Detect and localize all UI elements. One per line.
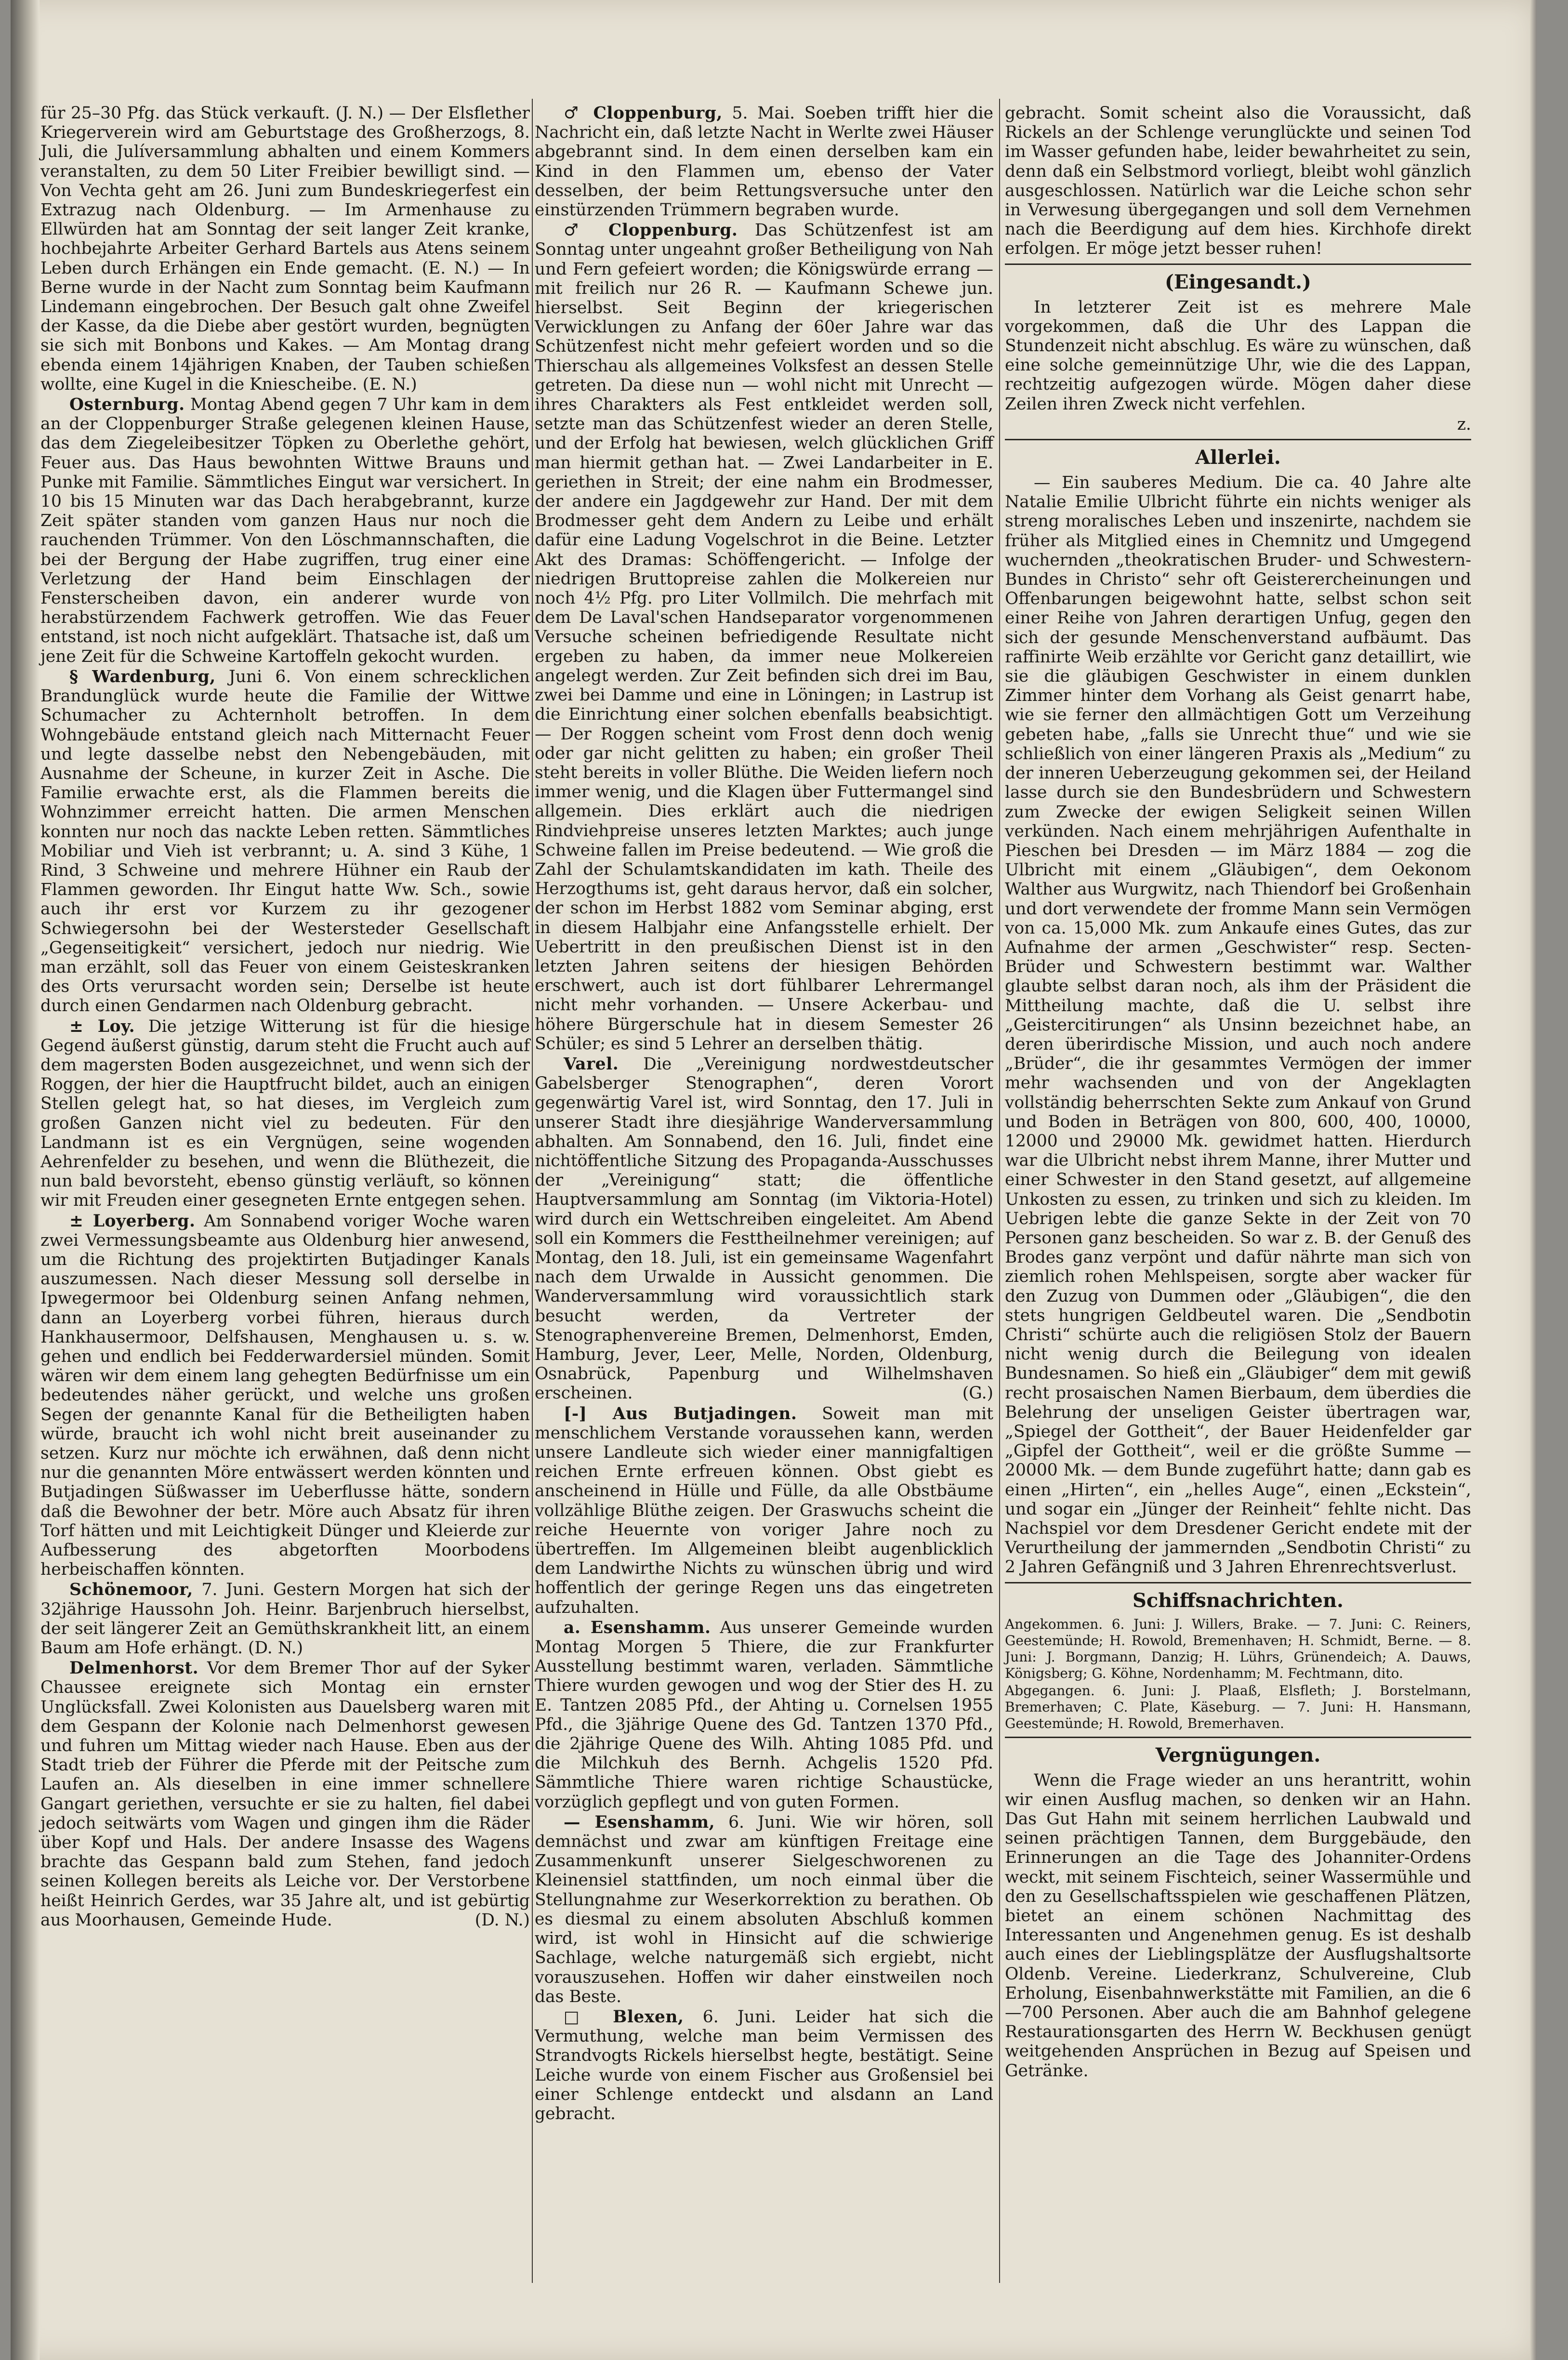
news-text: 6. Juni. Leider hat sich die Vermuthung, welche man beim Vermissen des Strandvogts Rickels hierselbst hegte, bestätigt. Seine Leiche wurde von einem Fischer aus Großensiel bei einer Schlenge entdeckt und alsdann an Land gebracht. bbox=[535, 2007, 993, 2123]
news-text: Das Schützenfest ist am Sonntag unter ungeahnt großer Betheiligung von Nah und Fern gefeiert worden; die Königswürde errang — mit freilich nur 26 R. — Kaufmann Schewe jun. hierselbst. Seit Beginn der kriegerischen Verwicklungen zu Anfang der 60er Jahre war das Schützenfest nicht mehr gefeiert worden und so die Thierschau als allgemeines Volksfest an dessen Stelle getreten. Da diese nun — wohl nicht mit Unrecht — ihres Charakters als Fest entkleidet werden soll, setzte man das Schützenfest wieder an deren Stelle, und der Erfolg hat bewiesen, welch glücklichen Griff man hiermit gethan hat. — Zwei Landarbeiter in E. geriethen in Streit; der eine nahm ein Brodmesser, der andere ein Jagdgewehr zur Hand. Der mit dem Brodmesser geht dem Andern zu Leibe und erhält dafür eine Ladung Vogelschrot in die Beine. Letzter Akt des Dramas: Schöffengericht. — Infolge der niedrigen Bruttopreise zahlen die Molkereien nur noch 4½ Pfg. pro Liter Vollmilch. Die mehrfach mit dem De Laval'schen Handseparator vorgenommenen Versuche scheinen befriedigende Resultate nicht ergeben zu haben, da immer neue Molkereien angelegt werden. Zur Zeit befinden sich drei im Bau, zwei bei Damme und eine in Löningen; in Lastrup ist die Einrichtung einer solchen ebenfalls beabsichtigt. — Der Roggen scheint vom Frost denn doch wenig oder gar nicht gelitten zu haben; ein großer Theil steht bereits in voller Blüthe. Die Weiden liefern noch immer wenig, und die Klagen über Futtermangel sind allgemein. Dies erklärt auch die niedrigen Rindviehpreise unseres letzten Marktes; auch junge Schweine fallen im Preise bedeutend. — Wie groß die Zahl der Schulamtskandidaten im kath. Theile des Herzogthums ist, geht daraus hervor, daß ein solcher, der schon im Herbst 1882 vom Seminar abging, erst in diesem Halbjahr eine Anfangsstelle erhielt. Der Uebertritt in den preußischen Dienst ist in den letzten Jahren seitens der hiesigen Behörden erschwert, auch ist dort fühlbarer Lehrermangel nicht mehr vorhanden. — Unsere Ackerbau- und höhere Bürgerschule hat in diesem Semester 26 Schüler; es sind 5 Lehrer an derselben thätig. bbox=[535, 221, 994, 1054]
ship-departures: Abgegangen. 6. Juni: J. Plaaß, Elsfleth; J. Borstelmann, Bremerhaven; C. Plate, Käseburg. — 7. Juni: H. Hansmann, Geestemünde; H. Rowold, Bremerhaven. bbox=[1005, 1682, 1471, 1731]
page-edge bbox=[1530, 0, 1537, 2360]
news-item bbox=[535, 221, 993, 1054]
page-fold bbox=[11, 0, 40, 2360]
dateline: — Esenshamm, bbox=[564, 1812, 715, 1832]
news-text: Aus unserer Gemeinde wurden Montag Morgen 5 Thiere, die zur Frankfurter Ausstellung bestimmt waren, verladen. Sämmtliche Thiere wurden gewogen und wog der Stier des H. zu E. Tantzen 2085 Pfd., der Ahting u. Cornelsen 1955 Pfd., die 3jährige Quene des Gd. Tantzen 1370 Pfd., die 2jährige Quene des Wilh. Ahting 1085 Pfd. und die Milchkuh des Bernh. Achgelis 1520 Pfd. Sämmtliche Thiere waren richtige Schaustücke, vorzüglich gepflegt und von guten Formen. bbox=[535, 1618, 993, 1812]
section-title-vergnuegungen: Vergnügungen. bbox=[1155, 1743, 1321, 1767]
news-item bbox=[40, 1659, 530, 1930]
section-title-schiffsnachrichten: Schiffsnachrichten. bbox=[1133, 1589, 1344, 1612]
article-text: Wenn die Frage wieder an uns herantritt, wohin wir einen Ausflug machen, so denken wir an Hahn. Das Gut Hahn mit seinem herrlichen Laubwald und seinen prächtigen Tannen, dem Burggebäude, den Erinnerungen an die Tage des Johanniter-Ordens weckt, mit seinem Fischteich, seiner Wassermühle und den zu Gesellschaftsspielen wie geschaffenen Plätzen, bietet an einem schönen Nachmittag des Interessanten und Angenehmen genug. Es ist deshalb auch eines der Lieblingsplätze der Ausflugshaltsorte Oldenb. Vereine. Liederkranz, Schulvereine, Club Erholung, Eisenbahnwerkstätte mit Familien, an die 6—700 Personen. Aber auch die am Bahnhof gelegene Restaurationsgarten des Herrn W. Beckhusen genügt weitgehenden Ansprüchen in Bezug auf Speisen und Getränke. bbox=[1005, 1770, 1471, 2081]
dateline: ♂ Cloppenburg. bbox=[564, 221, 738, 240]
divider bbox=[1005, 1737, 1471, 1738]
news-item bbox=[40, 395, 530, 666]
column-3 bbox=[1005, 104, 1471, 2293]
news-text: 7. Juni. Gestern Morgen hat sich der 32jährige Haussohn Joh. Heinr. Barjenbruch hierselbst, der seit längerer Zeit an Gemüthskrankheit litt, an einem Baum am Hofe erhängt. (D. N.) bbox=[40, 1580, 530, 1658]
dateline: Varel. bbox=[564, 1054, 619, 1074]
column-2 bbox=[535, 104, 993, 2293]
dateline: a. Esenshamm. bbox=[564, 1618, 711, 1637]
newspaper-page bbox=[11, 0, 1537, 2360]
dateline: [-] Aus Butjadingen. bbox=[564, 1404, 797, 1424]
news-item bbox=[40, 104, 530, 394]
news-text: 5. Mai. Soeben trifft hier die Nachricht ein, daß letzte Nacht in Werlte zwei Häuser abgebrannt sind. In dem einen derselben kam ein Kind in den Flammen um, ebenso der Vater desselben, der beim Rettungsversuche unter den einstürzenden Trümmern begraben wurde. bbox=[535, 104, 994, 220]
article-signature: z. bbox=[1457, 414, 1471, 434]
divider bbox=[1005, 264, 1471, 265]
news-item bbox=[535, 1813, 993, 2006]
dateline: Schönemoor, bbox=[69, 1580, 193, 1600]
news-text: Juni 6. Von einem schrecklichen Brandunglück wurde heute die Familie der Wittwe Schumacher zu Achternholt betroffen. In dem Wohngebäude entstand gleich nach Mitternacht Feuer und legte dasselbe nebst den Nebengebäuden, mit Ausnahme der Scheune, in kurzer Zeit in Asche. Die Familie erwachte erst, als die Flammen bereits die Wohnzimmer erreicht hatten. Die armen Menschen konnten nur noch das nackte Leben retten. Sämmtliches Mobiliar und Vieh ist verbrannt; u. A. sind 3 Kühe, 1 Rind, 3 Schweine und mehrere Hühner ein Raub der Flammen geworden. Ihr Eingut hatte Ww. Sch., sowie auch ihr erst vor Kurzem zu ihr gezogener Schwiegersohn bei der Westersteder Gesellschaft „Gegenseitigkeit“ versichert, jedoch nur niedrig. Wie man erzählt, soll das Feuer von einem Geisteskranken des Orts verursacht worden sein; Derselbe ist heute durch einen Gendarmen nach Oldenburg gebracht. bbox=[40, 667, 530, 1016]
article-text: — Ein sauberes Medium. Die ca. 40 Jahre alte Natalie Emilie Ulbricht führte ein nichts weniger als streng moralisches Leben und inszenirte, nachdem sie früher als Mitglied eines in Chemnitz und Umgegend wuchernden „theokratischen Bruder- und Schwestern-Bundes in Christo“ sehr oft Geisterercheinungen und Offenbarungen beigewohnt hatte, selbst schon seit einer Reihe von Jahren derartigen Unfug, gegen den sich der gesunde Menschenverstand aufbäumt. Das raffinirte Weib erzählte vor Gericht ganz detaillirt, wie sie die gläubigen Geschwister in einem dunklen Zimmer hinter dem Vorhang als Geist genarrt habe, wie sie ferner den allmächtigen Gott um Verzeihung gebeten habe, „falls sie Unrecht thue“ und wie sie schließlich von einer längeren Praxis als „Medium“ zu der inneren Ueberzeugung gekommen sei, der Heiland lasse durch sie den Bundesbrüdern und Schwestern zum Zwecke der ewigen Seligkeit seinen Willen verkünden. Nach einem mehrjährigen Aufenthalte in Pieschen bei Dresden — im März 1884 — zog die Ulbricht mit einem „Gläubigen“, dem Oekonom Walther aus Wurgwitz, nach Thiendorf bei Großenhain und dort verwendete der fromme Mann sein Vermögen von ca. 15,000 Mk. zum Ankaufe eines Gutes, das zur Aufnahme der armen „Geschwister“ resp. Secten-Brüder und Schwestern bestimmt war. Walther glaubte selbst daran noch, als ihm der Präsident die Mittheilung machte, daß die U. selbst ihre „Geistercitirungen“ als Unsinn bezeichnet habe, an deren überirdische Mission, und auch noch andere „Brüder“, die ihr gesammtes Vermögen der immer mehr wachsenden und von der Angeklagten vollständig beherrschten Sekte zum Ankauf von Grund und Boden in Beträgen von 800, 600, 400, 10000, 12000 und 29000 Mk. gewidmet hatten. Hierdurch war die Ulbricht nebst ihrem Manne, ihrer Mutter und einer Schwester in den Stand gesetzt, auf allgemeine Unkosten zu essen, zu trinken und sich zu kleiden. Im Uebrigen lebte die ganze Sekte in der Zeit von 70 Personen ganz bescheiden. So war z. B. der Genuß des Brodes ganz verpönt und dafür nährte man sich von ziemlich rohen Mehlspeisen, sorgte aber wacker für den Zuzug von Dummen oder „Gläubigen“, die den stets hungrigen Geldbeutel waren. Die „Sendbotin Christi“ schürte auch die religiösen Stolz der Bauern nicht wenig durch die Beilegung von idealen Bundesnamen. So hieß ein „Gläubiger“ dem mit gewiß recht prosaischen Namen Bierbaum, dem überdies die Belehrung der unseligen Geister übertragen war, „Spiegel der Gottheit“, der Bauer Heidenfelder gar „Gipfel der Gottheit“, weil er die größte Summe — 20000 Mk. — dem Bunde zugeführt hatte; dann gab es einen „Hirten“, ein „helles Auge“, einen „Eckstein“, und sogar ein „Jünger der Reinheit“ fehlte nicht. Das Nachspiel vor dem Dresdener Gericht endete mit der Verurtheilung der jammernden „Sendbotin Christi“ zu 2 Jahren Gefängniß und 3 Jahren Ehrenrechtsverlust. bbox=[1005, 473, 1471, 1577]
news-text: für 25–30 Pfg. das Stück verkauft. (J. N.) — Der Elsflether Kriegerverein wird am Geburtstage des Großherzogs, 8. Juli, die Julíversammlung abhalten und einem Kommers veranstalten, zu dem 50 Liter Freibier bewilligt sind. — Von Vechta geht am 26. Juni zum Bundeskriegerfest ein Extrazug nach Oldenburg. — Im Armenhause zu Ellwürden hat am Sonntag der seit langer Zeit kranke, hochbejahrte Arbeiter Gerhard Bartels aus Atens seinem Leben durch Erhängen ein Ende gemacht. (E. N.) — In Berne wurde in der Nacht zum Sonntag beim Kaufmann Lindemann eingebrochen. Der Besuch galt ohne Zweifel der Kasse, da die Diebe aber gestört wurden, begnügten sie sich mit Bonbons und Kakes. — Am Montag drang ebenda einem 14jährigen Knaben, der Tauben schießen wollte, eine Kugel in die Kniescheibe. (E. N.) bbox=[40, 104, 530, 394]
source-signature: (D. N.) bbox=[474, 1910, 530, 1930]
news-text: Die „Vereinigung nordwestdeutscher Gabelsberger Stenographen“, deren Vorort gegenwärtig Varel ist, wird Sonntag, den 17. Juli in unserer Stadt ihre diesjährige Wanderversammlung abhalten. Am Sonnabend, den 16. Juli, findet eine nichtöffentliche Sitzung des Propaganda-Ausschusses der „Vereinigung“ statt; die öffentliche Hauptversammlung am Sonntag (im Viktoria-Hotel) wird durch ein Wettschreiben eingeleitet. Am Abend soll ein Kommers die Festtheilnehmer vereinigen; auf Montag, den 18. Juli, ist ein gemeinsame Wagenfahrt nach dem Urwalde in Aussicht genommen. Die Wanderversammlung wird voraussichtlich stark besucht werden, da Vertreter der Stenographenvereine Bremen, Delmenhorst, Emden, Hamburg, Jever, Leer, Melle, Norden, Oldenburg, Osnabrück, Papenburg und Wilhelmshaven erscheinen. bbox=[535, 1054, 993, 1403]
source-signature: (G.) bbox=[962, 1384, 993, 1403]
news-item bbox=[40, 1580, 530, 1658]
news-text: Montag Abend gegen 7 Uhr kam in dem an der Cloppenburger Straße gelegenen kleinen Hause, das dem Ziegeleibesitzer Töpken zu Oberlethe gehört, Feuer aus. Das Haus bewohnten Wittwe Brauns und Punke mit Familie. Sämmtliches Eingut war versichert. In 10 bis 15 Minuten war das Dach herabgebrannt, kurze Zeit später standen vom ganzen Haus nur noch die rauchenden Trümmer. Von den Löschmannschaften, die bei der Bergung der Habe zugriffen, trug einer eine Verletzung der Hand beim Einschlagen der Fensterscheiben davon, ein anderer wurde von herabstürzendem Fachwerk getroffen. Wie das Feuer entstand, ist noch nicht aufgeklärt. Thatsache ist, daß um jene Zeit für die Schweine Kartoffeln gekocht wurden. bbox=[40, 395, 530, 666]
news-text: Soweit man mit menschlichem Verstande voraussehen kann, werden unsere Landleute sich wieder einer mannigfaltigen reichen Ernte erfreuen können. Obst giebt es anscheinend in Hülle und Fülle, da alle Obstbäume vollzählige Blüthe zeigen. Der Graswuchs scheint die reiche Heuernte von voriger Jahre noch zu übertreffen. Im Allgemeinen bleibt augenblicklich dem Landwirthe Nichts zu wünschen übrig und wird hoffentlich der geringe Regen uns das eingetreten aufzuhalten. bbox=[535, 1404, 994, 1617]
column-1 bbox=[40, 104, 530, 2293]
news-text: 6. Juni. Wie wir hören, soll demnächst und zwar am künftigen Freitage eine Zusammenkunft unserer Sielgeschworenen zu Kleinensiel stattfinden, um noch einmal über die Stellungnahme zur Weserkorrektion zu berathen. Ob es diesmal zu einem absoluten Abschluß kommen wird, ist wohl in Hinsicht auf die schwierige Sachlage, welche naturgemäß sich ergiebt, nicht vorauszusehen. Hoffen wir daher einstweilen noch das Beste. bbox=[535, 1812, 993, 2006]
section-title-eingesandt: (Eingesandt.) bbox=[1165, 270, 1311, 293]
news-item bbox=[535, 1055, 993, 1403]
dateline: ± Loyerberg. bbox=[69, 1211, 196, 1231]
news-item bbox=[535, 2007, 993, 2123]
news-item bbox=[535, 1618, 993, 1812]
news-text: Die jetzige Witterung ist für die hiesige Gegend äußerst günstig, darum steht die Frucht auch auf dem magersten Boden ausgezeichnet, und wenn sich der Roggen, der hier die Hauptfrucht bildet, auch an einigen Stellen gelegt hat, so hat dieses, im Vergleich zum großen Ganzen nicht viel zu bedeuten. Für den Landmann ist es ein Vergnügen, seine wogenden Aehrenfelder zu besehen, und wenn die Blüthezeit, die nun bald bevorsteht, ebenso günstig verläuft, so können wir mit Freuden einer gesegneten Ernte entgegen sehen. bbox=[40, 1016, 530, 1211]
dateline: ♂ Cloppenburg, bbox=[564, 104, 723, 123]
dateline: Osternburg. bbox=[69, 395, 185, 415]
divider bbox=[1005, 439, 1471, 440]
column-rule bbox=[532, 99, 533, 2283]
news-item bbox=[535, 1404, 993, 1617]
news-item bbox=[40, 667, 530, 1016]
article-continuation: gebracht. Somit scheint also die Voraussicht, daß Rickels an der Schlenge verunglückte und seinen Tod im Wasser gefunden habe, leider bewahrheitet zu sein, denn daß ein Selbstmord vorliegt, bleibt wohl gänzlich ausgeschlossen. Natürlich war die Leiche schon sehr in Verwesung übergegangen und soll dem Vernehmen nach die Beerdigung auf dem hies. Kirchhofe direkt erfolgen. Er möge jetzt besser ruhen! bbox=[1005, 104, 1471, 259]
column-rule bbox=[999, 99, 1000, 2283]
dateline: ± Loy. bbox=[69, 1016, 135, 1036]
dateline: Delmenhorst. bbox=[69, 1659, 199, 1678]
dateline: □ Blexen, bbox=[564, 2007, 684, 2027]
news-text: Vor dem Bremer Thor auf der Syker Chaussee ereignete sich Montag ein ernster Unglücksfall. Zwei Kolonisten aus Dauelsberg waren mit dem Gespann der Kolonie nach Delmenhorst gewesen und fuhren um Mittag wieder nach Hause. Eben aus der Stadt trieb der Führer die Pferde mit der Peitsche zum Laufen an. Als dieselben in eine immer schnellere Gangart geriethen, versuchte er sie zu halten, fiel dabei jedoch seitwärts vom Wagen und gingen ihm die Räder über Kopf und Hals. Der andere Insasse des Wagens brachte das Gespann bald zum Stehen, fand jedoch seinen Kollegen bereits als Leiche vor. Der Verstorbene heißt Heinrich Gerdes, war 35 Jahre alt, und ist gebürtig aus Moorhausen, Gemeinde Hude. bbox=[40, 1659, 530, 1930]
ship-arrivals: Angekommen. 6. Juni: J. Willers, Brake. — 7. Juni: C. Reiners, Geestemünde; H. Rowold, Bremenhaven; H. Schmidt, Berne. — 8. Juni: J. Borgmann, Danzig; H. Lührs, Grünendeich; A. Dauws, Königsberg; G. Köhne, Nordenhamm; M. Fechtmann, dito. bbox=[1005, 1616, 1471, 1681]
article-text: In letzterer Zeit ist es mehrere Male vorgekommen, daß die Uhr des Lappan die Stundenzeit nicht abschlug. Es wäre zu wünschen, daß eine solche gemeinnützige Uhr, wie die des Lappan, rechtzeitig aufgezogen würde. Mögen daher diese Zeilen ihren Zweck nicht verfehlen. bbox=[1005, 297, 1471, 414]
section-title-allerlei: Allerlei. bbox=[1195, 446, 1281, 469]
divider bbox=[1005, 1582, 1471, 1583]
news-item bbox=[40, 1212, 530, 1580]
news-item bbox=[40, 1017, 530, 1211]
news-text: Am Sonnabend voriger Woche waren zwei Vermessungsbeamte aus Oldenburg hier anwesend, um die Richtung des projektirten Butjadinger Kanals auszumessen. Nach dieser Messung soll derselbe in Ipwegermoor bei Oldenburg seinen Anfang nehmen, dann an Loyerberg vorbei führen, hieraus durch Hankhausermoor, Delfshausen, Menghausen u. s. w. gehen und endlich bei Fedderwardersiel münden. Somit wären wir dem einem lang gehegten Bedürfnisse um ein bedeutendes näher gerückt, und welche uns großen Segen der genannte Kanal für die Betheiligten haben würde, braucht ich wohl nicht breit auseinander zu setzen. Kurz nur möchte ich erwähnen, daß denn nicht nur die genannten Möre entwässert werden könnten und Butjadingen Süßwasser im Ueberflusse hätte, sondern daß die Bewohner der betr. Möre auch Absatz für ihren Torf hätten und mit Leichtigkeit Dünger und Kleierde zur Aufbesserung des abgetorften Moorbodens herbeischaffen könnten. bbox=[40, 1211, 530, 1580]
dateline: § Wardenburg, bbox=[69, 667, 216, 686]
news-item bbox=[535, 104, 993, 220]
